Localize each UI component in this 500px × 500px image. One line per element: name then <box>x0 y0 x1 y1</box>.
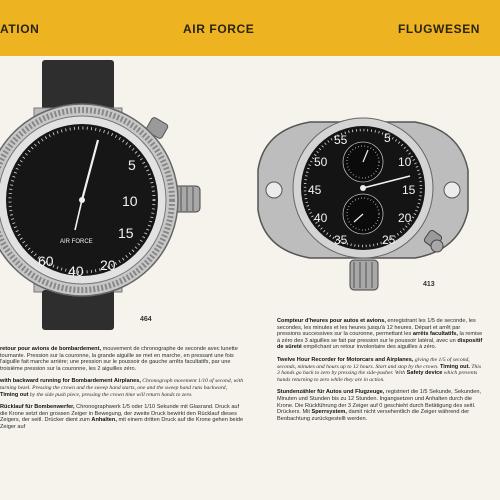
left-paragraph-german <box>0 404 244 430</box>
dial-numeral: 35 <box>334 233 348 247</box>
dial-numeral: 40 <box>314 211 328 225</box>
dial-brand-text: AIR FORCE <box>60 239 93 245</box>
dial-numeral: 50 <box>314 155 328 169</box>
dial-numeral: 25 <box>382 233 396 247</box>
left-de-body-2: mit einem dritten Druck auf die Krone gehen beide Zeiger auf <box>0 417 244 430</box>
right-de-body-2: damit nicht versehentlich die Zeiger während der Beobachtung zurückgestellt werden. <box>277 409 470 422</box>
right-en-body: giving the 1/5 of second, seconds, minutes and hours up to 12 hours. Start and stop by the crown. <box>277 356 470 370</box>
right-description-column <box>277 318 485 498</box>
left-fr-heading: retour pour avions de bombardement, <box>0 346 102 352</box>
dial-numeral: 45 <box>308 183 322 197</box>
dial-numeral: 60 <box>38 253 54 269</box>
right-fr-body-2: la remise à zéro des 3 aiguilles se fait par pression sur le poussoir latéral, avec un <box>277 331 483 344</box>
right-en-heading: Twelve Hour Recorder for Motorcars and Airplanes, <box>277 356 414 363</box>
right-paragraph-english <box>277 357 485 383</box>
dial-numeral: 55 <box>334 133 348 147</box>
right-paragraph-french <box>277 318 485 351</box>
right-en-body-3: which prevents hands returning to zero while they are in action. <box>277 370 478 383</box>
left-de-heading: Rücklauf für Bombenwerfer, <box>0 404 75 411</box>
left-de-keyword: Anhalten, <box>91 417 117 424</box>
left-en-heading: with backward running for Bombardement Airplanes, <box>0 378 141 385</box>
dial-numeral: 5 <box>384 131 391 145</box>
left-paragraph-french <box>0 346 244 372</box>
watch-413-photo <box>250 100 475 300</box>
dial-numeral: 15 <box>402 183 416 197</box>
left-fr-body: mouvement de chronographe de seconde avec lunette tournante. Pression sur la couronne, la grande aiguille se met en marche, en pressant une fois l'aiguille fait marche arrière; une pression sur le poussoir de gauche arrêts facultatifs, par une troisième pression sur la couronne, les 2 aiguilles zéro. <box>0 346 238 372</box>
left-en-body: Chronograph movement 1/10 of second, with turning bezel. Pressing the crown and the sweep hand starts, one and the sweep hand runs backward, <box>0 378 244 391</box>
dial-numeral: 10 <box>122 193 138 209</box>
header-center-label: AIR FORCE <box>183 22 255 36</box>
right-fr-body: enregistrant les 1/5 de seconde, les secondes, les minutes et les heures jusqu'à 12 heures. Départ et arrêt par pressions successives sur la couronne, permettant les <box>277 318 476 338</box>
right-de-heading: Stundenzähler für Autos und Flugzeuge, <box>277 389 385 396</box>
right-en-keyword: Timing out. <box>439 363 470 370</box>
right-fr-keyword-2: dispositif de sûreté <box>277 337 483 351</box>
dial-numeral: 20 <box>398 211 412 225</box>
figure-number-464: 464 <box>140 316 152 323</box>
left-en-keyword: Timing out <box>0 391 29 398</box>
dial-numeral: 5 <box>128 157 136 173</box>
header-left-label: ATION <box>0 22 40 36</box>
right-en-body-2: This 3 hands go back to zero by pressing the side-pusher. With <box>277 363 482 377</box>
watch-464-photo <box>0 60 210 330</box>
dial-numeral: 10 <box>398 155 412 169</box>
left-de-body: Chronographwerk 1/5 oder 1/10 Sekunde mit Glasrand. Druck auf die Krone setzt den grossen Zeiger in Bewegung, der zweite Druck bewirkt den Rücklauf dieses Zeigers, der seitl. Drücker dient zum <box>0 404 240 424</box>
right-de-keyword: Sperrsystem, <box>311 409 347 416</box>
right-paragraph-german <box>277 389 485 422</box>
right-en-keyword-2: Safety device <box>406 370 443 377</box>
right-fr-heading: Compteur d'heures pour autos et avions, <box>277 318 386 324</box>
left-en-body-2: by the side push piece, pressing the crown time will return hands to zero. <box>28 391 193 398</box>
header-right-label: FLUGWESEN <box>398 22 481 36</box>
header-band <box>0 0 500 56</box>
left-description-column <box>0 346 244 496</box>
right-fr-body-3: empêchant un retour involontaire des aiguilles à zéro. <box>301 344 437 351</box>
dial-numeral: 40 <box>68 263 84 279</box>
right-de-body: registriert die 1/5 Sekunde, Sekunden, Minuten und Stunden bis zu 12 Stunden. Ingangsetzen und Anhalten durch die Krone. Die Rückführung der 3 Zeiger auf 0 geschieht durch Betätigung des seitl. Drückers. Mit <box>277 389 482 416</box>
dial-numeral: 15 <box>118 225 134 241</box>
right-fr-keyword: arrêts facultatifs, <box>412 331 458 338</box>
figure-number-413: 413 <box>423 281 435 288</box>
left-paragraph-english <box>0 378 244 398</box>
dial-numeral: 20 <box>100 257 116 273</box>
